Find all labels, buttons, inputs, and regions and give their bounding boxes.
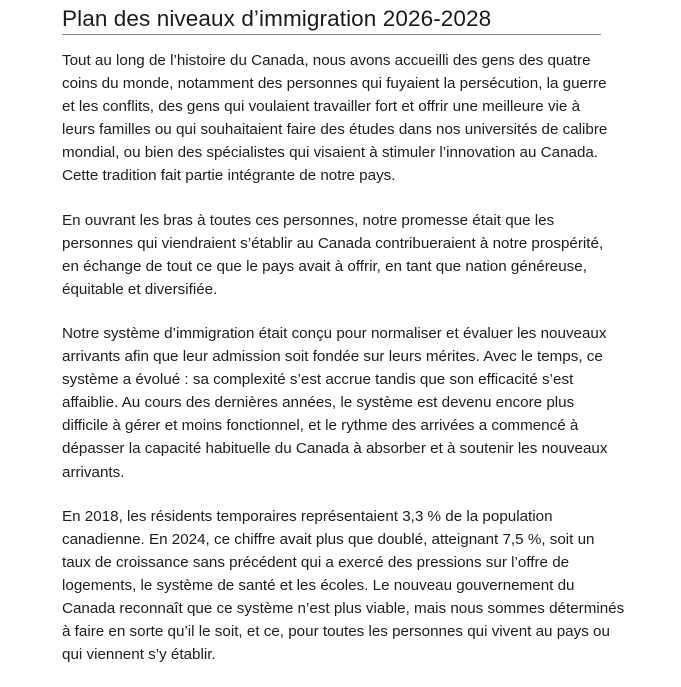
text-line: Cette tradition fait partie intégrante de notre pays. [62, 167, 396, 185]
title-divider [62, 34, 601, 35]
document-title: Plan des niveaux d’immigration 2026-2028 [62, 6, 492, 31]
text-line: arrivants afin que leur admission soit fondée sur leurs mérites. Avec le temps, ce [62, 348, 603, 366]
text-line: Tout au long de l’histoire du Canada, nous avons accueilli des gens des quatre [62, 52, 591, 69]
text-line: coins du monde, notamment des personnes qui fuyaient la persécution, la guerre [62, 75, 607, 93]
text-line: taux de croissance sans précédent qui a exercé des pressions sur l’offre de [62, 553, 570, 571]
text-line: en échange de tout ce que le pays avait à offrir, en tant que nation généreuse, [62, 257, 587, 275]
text-line: Canada reconnaît que ce système n’est plus viable, mais nous sommes déterminés [62, 599, 625, 617]
text-line: leurs familles ou qui souhaitaient faire des études dans nos universités de calibre [62, 121, 608, 139]
paragraph-3 [62, 322, 618, 484]
text-line: logements, le système de santé et les écoles. Le nouveau gouvernement du [62, 576, 575, 594]
text-line: et les conflits, des gens qui voulaient travailler fort et offrir une meilleure vie à [62, 98, 581, 116]
document-body [62, 49, 625, 687]
text-line: arrivants. [62, 463, 125, 481]
text-line: dépasser la capacité habituelle du Canada à absorber et à soutenir les nouveaux [62, 440, 608, 458]
text-line: à faire en sorte qu’il le soit, et ce, pour toutes les personnes qui vivent au pays ou [62, 623, 610, 641]
paragraph-1 [62, 49, 618, 188]
text-line: qui viennent s’y établir. [62, 646, 216, 664]
text-line: personnes qui viendraient s’établir au Canada contribueraient à notre prospérité, [62, 234, 604, 252]
text-line: système a évolué : sa complexité s’est accrue tandis que son efficacité s’est [62, 371, 574, 389]
text-line: équitable et diversifiée. [62, 280, 218, 298]
text-line: Notre système d’immigration était conçu pour normaliser et évaluer les nouveaux [62, 324, 607, 342]
paragraph-4 [62, 505, 625, 667]
text-line: difficile à gérer et moins fonctionnel, et le rythme des arrivées a commencé à [62, 417, 579, 435]
text-line: En 2018, les résidents temporaires représentaient 3,3 % de la population [62, 507, 553, 525]
paragraph-2 [62, 209, 618, 301]
text-line: affaiblie. Au cours des dernières années, le système est devenu encore plus [62, 394, 575, 412]
text-line: mondial, ou bien des spécialistes qui visaient à stimuler l’innovation au Canada. [62, 144, 599, 162]
text-line: En ouvrant les bras à toutes ces personnes, notre promesse était que les [62, 211, 555, 229]
text-line: canadienne. En 2024, ce chiffre avait plus que doublé, atteignant 7,5 %, soit un [62, 530, 595, 548]
